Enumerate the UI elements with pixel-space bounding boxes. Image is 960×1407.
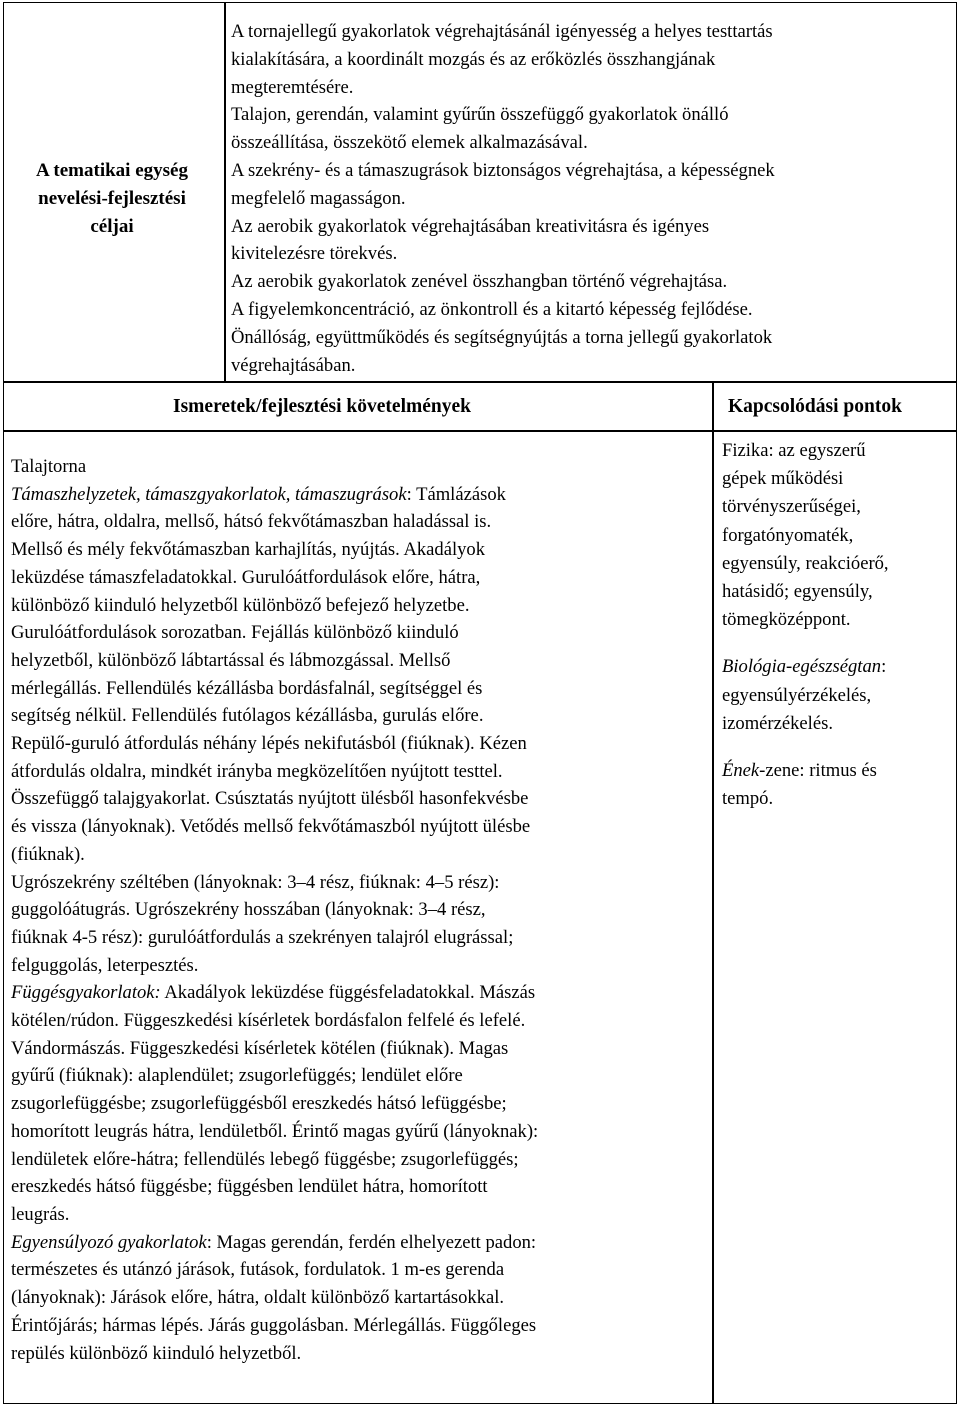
goals-label: [6, 157, 218, 241]
text-line: átfordulás oldalra, mindkét irányba megközelítően nyújtott testtel.: [11, 760, 503, 782]
connection-line: tömegközéppont.: [722, 609, 851, 631]
text-line: homorított leugrás hátra, lendületből. Érintő magas gyűrű (lányoknak):: [11, 1120, 539, 1142]
text-line: természetes és utánzó járások, futások, fordulatok. 1 m-es gerenda: [11, 1259, 505, 1281]
goals-text: [231, 18, 953, 379]
text-line: zsugorlefüggésbe; zsugorlefüggésből ereszkedés hátsó lefüggésbe;: [11, 1093, 507, 1115]
text-line: [11, 979, 711, 1007]
text-line: [11, 481, 711, 509]
text-line: helyzetből, különböző lábtartással és lábmozgással. Mellső: [11, 649, 451, 671]
text-line: különböző kiinduló helyzetből különböző befejező helyzetbe.: [11, 594, 470, 616]
text-line: guggolóátugrás. Ugrószekrény hosszában (lányoknak: 3–4 rész,: [11, 899, 486, 921]
goals-divider: [224, 2, 226, 382]
goal-line: A figyelemkoncentráció, az önkontroll és a kitartó képesség fejlődése.: [231, 298, 753, 320]
text-line: Talajtorna: [11, 456, 87, 477]
goal-line: megteremtésére.: [231, 76, 354, 98]
text-line: repülés különböző kiinduló helyzetből.: [11, 1342, 302, 1364]
italic-term: Függésgyakorlatok:: [11, 982, 161, 1004]
goal-line: kialakítására, a koordinált mozgás és az erőközlés összhangjának: [231, 48, 716, 70]
connection-line: egyensúly, reakcióerő,: [722, 552, 889, 574]
text-line: fiúknak 4-5 rész): gurulóátfordulás a szekrényen talajról elugrással;: [11, 926, 514, 948]
connections-text: [722, 437, 954, 813]
spacer: [722, 738, 954, 757]
goals-label-line: nevelési-fejlesztési: [38, 188, 186, 209]
column-divider: [712, 381, 714, 1404]
text-line: Összefüggő talajgyakorlat. Csúsztatás nyújtott ülésből hasonfekvésbe: [11, 788, 529, 810]
connection-line: izomérzékelés.: [722, 712, 833, 734]
connection-line: törvényszerűségei,: [722, 496, 861, 518]
text-line: Érintőjárás; hármas lépés. Járás guggolásban. Mérlegállás. Függőleges: [11, 1314, 537, 1336]
text-fragment: -zene: ritmus és: [759, 760, 877, 782]
goals-label-line: A tematikai egység: [36, 160, 188, 181]
italic-term: Támaszhelyzetek, támaszgyakorlatok, támaszugrások: [11, 483, 407, 505]
connection-line: forgatónyomaték,: [722, 524, 854, 546]
text-line: [11, 1229, 711, 1257]
goal-line: A szekrény- és a támaszugrások biztonságos végrehajtása, a képességnek: [231, 159, 775, 181]
text-line: segítség nélkül. Fellendülés futólagos kézállásba, gurulás előre.: [11, 705, 484, 727]
goal-line: Az aerobik gyakorlatok zenével összhangban történő végrehajtása.: [231, 271, 728, 293]
goal-line: összeállítása, összekötő elemek alkalmazásával.: [231, 132, 588, 154]
goal-line: Önállóság, együttműködés és segítségnyújtás a torna jellegű gyakorlatok: [231, 326, 773, 348]
text-fragment: : Magas gerendán, ferdén elhelyezett padon:: [206, 1231, 537, 1253]
goal-line: megfelelő magasságon.: [231, 187, 406, 209]
text-line: Ugrószekrény széltében (lányoknak: 3–4 rész, fiúknak: 4–5 rész):: [11, 871, 500, 893]
connection-line: egyensúlyérzékelés,: [722, 684, 872, 706]
italic-term: Biológia-egészségtan: [722, 656, 882, 678]
row-divider-2: [3, 430, 957, 432]
goal-line: Az aerobik gyakorlatok végrehajtásában kreativitásra és igényes: [231, 215, 710, 237]
connection-line: Fizika: az egyszerű: [722, 440, 866, 461]
goal-line: A tornajellegű gyakorlatok végrehajtásánál igényesség a helyes testtartás: [231, 21, 773, 42]
text-line: (lányoknak): Járások előre, hátra, oldalt különböző kartartásokkal.: [11, 1287, 505, 1309]
goals-label-line: céljai: [90, 216, 134, 237]
connections-header: Kapcsolódási pontok: [728, 396, 902, 417]
text-line: ereszkedés hátsó függésbe; függésben lendület hátra, homorított: [11, 1176, 488, 1198]
text-line: Mellső és mély fekvőtámaszban karhajlítás, nyújtás. Akadályok: [11, 539, 486, 561]
text-line: és vissza (lányoknak). Vetődés mellső fekvőtámaszból nyújtott ülésbe: [11, 816, 531, 838]
text-line: leugrás.: [11, 1203, 70, 1225]
text-line: Gurulóátfordulások sorozatban. Fejállás különböző kiinduló: [11, 622, 459, 644]
connection-line: [722, 757, 954, 785]
text-fragment: Akadályok leküzdése függésfeladatokkal. Mászás: [160, 982, 536, 1004]
text-line: kötélen/rúdon. Függeszkedési kísérletek bordásfalon felfelé és lefelé.: [11, 1010, 526, 1032]
italic-term: Ének: [722, 760, 760, 782]
text-line: Vándormászás. Függeszkedési kísérletek kötélen (fiúknak). Magas: [11, 1037, 509, 1059]
row-divider-1: [3, 381, 957, 383]
text-line: előre, hátra, oldalra, mellső, hátsó fekvőtámaszban haladással is.: [11, 511, 492, 533]
spacer: [722, 634, 954, 653]
text-line: felguggolás, leterpesztés.: [11, 954, 199, 976]
text-line: Repülő-guruló átfordulás néhány lépés nekifutásból (fiúknak). Kézen: [11, 733, 527, 755]
text-fragment: :: [881, 656, 887, 678]
goal-line: Talajon, gerendán, valamint gyűrűn összefüggő gyakorlatok önálló: [231, 104, 729, 126]
text-line: mérlegállás. Fellendülés kézállásba bordásfalnál, segítséggel és: [11, 677, 483, 699]
connection-line: gépek működési: [722, 468, 844, 490]
text-line: gyűrű (fiúknak): alaplendület; zsugorlefüggés; lendület előre: [11, 1065, 463, 1087]
connection-line: [722, 653, 954, 681]
italic-term: Egyensúlyozó gyakorlatok: [11, 1231, 207, 1253]
text-line: (fiúknak).: [11, 843, 85, 865]
text-line: leküzdése támaszfeladatokkal. Gurulóátfordulások előre, hátra,: [11, 566, 481, 588]
text-fragment: : Támlázások: [406, 483, 506, 505]
goal-line: végrehajtásában.: [231, 354, 356, 376]
requirements-header: Ismeretek/fejlesztési követelmények: [173, 396, 471, 417]
connection-line: tempó.: [722, 788, 774, 810]
requirements-text: [11, 453, 711, 1367]
connection-line: hatásidő; egyensúly,: [722, 581, 873, 603]
goal-line: kivitelezésre törekvés.: [231, 243, 398, 265]
text-line: lendületek előre-hátra; fellendülés lebegő függésbe; zsugorlefüggés;: [11, 1148, 519, 1170]
